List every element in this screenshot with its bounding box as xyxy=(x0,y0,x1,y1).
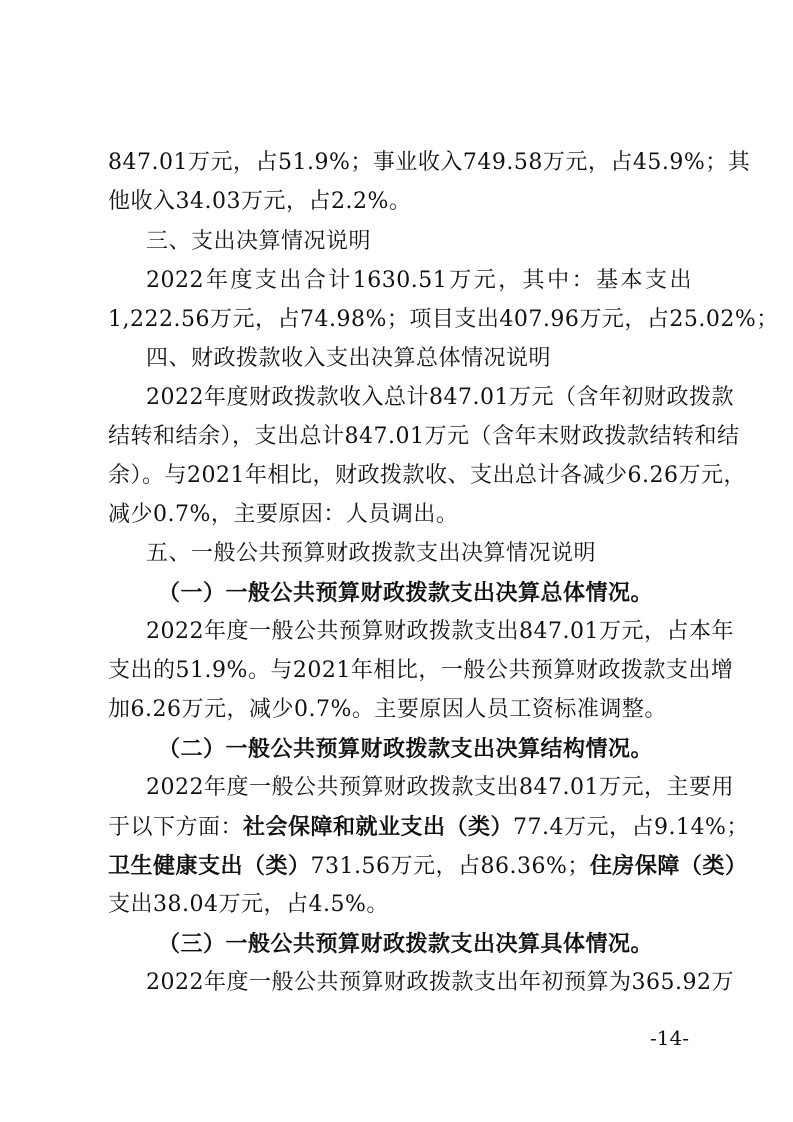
paragraph-line: 2022年度一般公共预算财政拨款支出847.01万元，占本年 xyxy=(146,619,734,644)
text-segment: 于以下方面： xyxy=(108,815,244,840)
paragraph-line: 支出的51.9%。与2021年相比，一般公共预算财政拨款支出增 xyxy=(108,658,734,683)
paragraph-line: 2022年度支出合计1630.51万元，其中：基本支出 xyxy=(146,268,692,293)
section-heading: 三、支出决算情况说明 xyxy=(146,229,372,254)
paragraph-line: 加6.26万元，减少0.7%。主要原因人员工资标准调整。 xyxy=(108,697,667,722)
page-number: -14- xyxy=(650,1026,689,1050)
subsection-heading: （二）一般公共预算财政拨款支出决算结构情况。 xyxy=(158,736,654,762)
paragraph-line-mixed xyxy=(108,812,749,843)
paragraph-line: 余）。与2021年相比，财政拨款收、支出总计各减少6.26万元， xyxy=(108,463,746,488)
bold-category: 社会保障和就业支出（类） xyxy=(243,814,514,840)
paragraph-line: 支出38.04万元，占4.5%。 xyxy=(108,892,389,917)
bold-category: 卫生健康支出（类） xyxy=(108,853,311,879)
paragraph-line: 结转和结余），支出总计847.01万元（含年末财政拨款结转和结 xyxy=(108,424,740,449)
subsection-heading: （一）一般公共预算财政拨款支出决算总体情况。 xyxy=(158,580,654,606)
paragraph-line: 减少0.7%，主要原因：人员调出。 xyxy=(108,502,459,527)
paragraph-line: 他收入34.03万元，占2.2%。 xyxy=(108,189,412,214)
section-heading: 五、一般公共预算财政拨款支出决算情况说明 xyxy=(146,541,597,566)
subsection-heading: （三）一般公共预算财政拨款支出决算具体情况。 xyxy=(158,931,654,957)
text-segment: 77.4万元，占9.14%； xyxy=(513,815,749,840)
paragraph-line: 1,222.56万元，占74.98%；项目支出407.96万元，占25.02%； xyxy=(108,307,779,332)
paragraph-line: 847.01万元，占51.9%；事业收入749.58万元，占45.9%；其 xyxy=(108,150,751,175)
bold-category: 住房保障（类） xyxy=(589,853,748,879)
section-heading: 四、财政拨款收入支出决算总体情况说明 xyxy=(146,346,552,371)
paragraph-line: 2022年度财政拨款收入总计847.01万元（含年初财政拨款 xyxy=(146,385,734,410)
paragraph-line: 2022年度一般公共预算财政拨款支出847.01万元，主要用 xyxy=(146,775,734,800)
paragraph-line: 2022年度一般公共预算财政拨款支出年初预算为365.92万 xyxy=(146,970,734,995)
paragraph-line-mixed xyxy=(108,851,748,882)
text-segment: 731.56万元，占86.36%； xyxy=(310,854,590,879)
